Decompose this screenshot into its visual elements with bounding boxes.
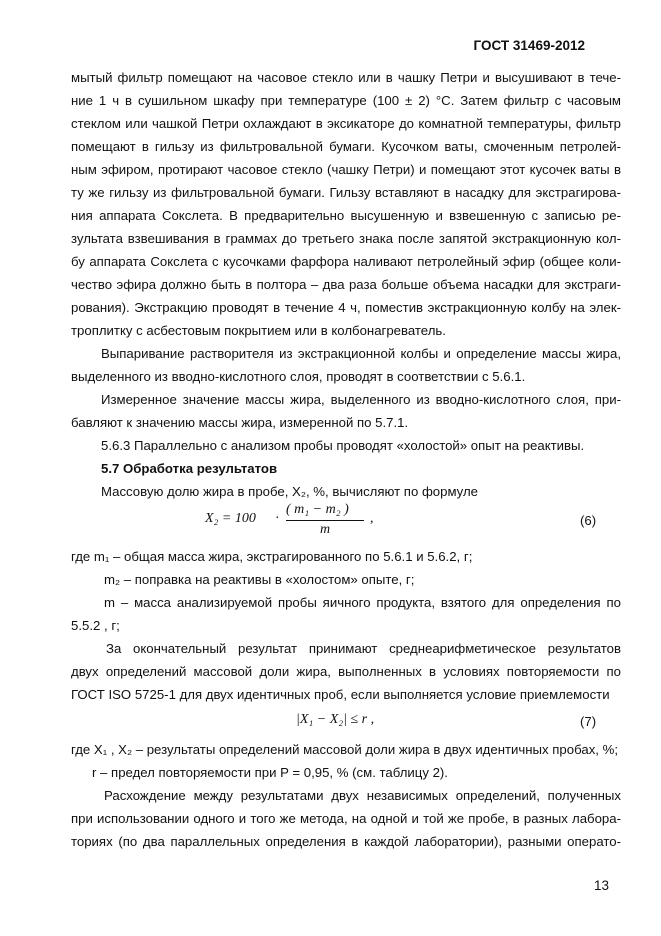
formula-6-trail: , [370, 511, 374, 526]
paragraph-line: ту же гильзу из фильтровальной бумаги. Гильзу вставляют в насадку для экстрагирова- [71, 185, 621, 200]
paragraph-line: ным эфиром, протирают часовое стекло (чашку Петри) и помещают этот кусочек ваты в [71, 162, 621, 177]
paragraph-line: чество эфира должно быть в полтора – два раза больше объема насадки для экстраги- [71, 277, 621, 292]
paragraph-line: Массовую долю жира в пробе, X₂, %, вычисляют по формуле [101, 484, 479, 499]
paragraph-line: ние 1 ч в сушильном шкафу при температуре (100 ± 2) °С. Затем фильтр с часовым [71, 93, 621, 108]
paragraph-line: помещают в гильзу из фильтровальной бумаги. Кусочком ваты, смоченным петролей- [71, 139, 621, 154]
section-heading: 5.7 Обработка результатов [101, 461, 278, 476]
paragraph-line: зультата взвешивания в граммах до третьего знака после запятой экстракционную кол- [71, 231, 621, 246]
formula-6-numerator: ( m₁ − m₂ ) [286, 502, 349, 517]
paragraph-line: выделенного из вводно-кислотного слоя, проводят в соответствии с 5.6.1. [71, 369, 526, 384]
paragraph-line: где m₁ – общая масса жира, экстрагированного по 5.6.1 и 5.6.2, г; [71, 549, 473, 564]
document-header: ГОСТ 31469-2012 [473, 38, 585, 53]
paragraph-line: ториях (по два параллельных определения в каждой лаборатории), разными операто- [71, 834, 621, 849]
paragraph-line: 5.5.2 , г; [71, 618, 120, 633]
paragraph-line: 5.6.3 Параллельно с анализом пробы проводят «холостой» опыт на реактивы. [101, 438, 585, 453]
page-number: 13 [593, 878, 609, 893]
paragraph-line: двух определений массовой доли жира, выполненных в условиях повторяемости по [71, 664, 621, 679]
paragraph-line: Выпаривание растворителя из экстракционной колбы и определение массы жира, [101, 346, 621, 361]
paragraph-line: r – предел повторяемости при P = 0,95, % (см. таблицу 2). [92, 765, 448, 780]
paragraph-line: m – масса анализируемой пробы яичного продукта, взятого для определения по [104, 595, 621, 610]
formula-6-left: X₂ = 100 [205, 511, 256, 526]
paragraph-line: бу аппарата Сокслета с кусочками фарфора наливают петролейный эфир (общее коли- [71, 254, 621, 269]
paragraph-line: где X₁ , X₂ – результаты определений массовой доли жира в двух идентичных пробах, %; [71, 742, 619, 757]
paragraph-line: За окончательный результат принимают среднеарифметическое результатов [106, 641, 621, 656]
paragraph-line: при использовании одного и того же метода, на одной и той же пробе, в разных лабора- [71, 811, 621, 826]
paragraph-line: m₂ – поправка на реактивы в «холостом» опыте, г; [104, 572, 415, 587]
fraction-bar [286, 520, 364, 521]
document-page: ГОСТ 31469-2012 мытый фильтр помещают на часовое стекло или в чашку Петри и высушивают в тече- ние 1 ч в сушильном шкафу при температуре (100 ± 2) °С. Затем фильтр с часовым стеклом или чашкой Петри охлаждают в эксикаторе до комнатной температуры, фильтр помещают в гильзу из фильтровальной бумаги. Кусочком ваты, смоченным петролей- ным эфиром, протирают часовое стекло (чашку Петри) и помещают этот кусочек ваты в ту же гильзу из фильтровальной бумаги. Гильзу вставляют в насадку для экстрагирова- ния аппарата Сокслета. В предварительно высушенную и взвешенную с записью ре- зультата взвешивания в граммах до третьего знака после запятой экстракционную кол- бу аппарата Сокслета с кусочками фарфора наливают петролейный эфир (общее коли- чество эфира должно быть в полтора – два раза больше объема насадки для экстраги- рования). Экстракцию проводят в течение 4 ч, поместив экстракционную колбу на элек- троплитку с асбестовым покрытием или в колбонагреватель. Выпаривание растворителя из экстракционной колбы и определение массы жира, выделенного из вводно-кислотного слоя, проводят в соответствии с 5.6.1. Измеренное значение массы жира, выделенного из вводно-кислотного слоя, при- бавляют к значению массы жира, измеренной по 5.7.1. 5.6.3 Параллельно с анализом пробы проводят «холостой» опыт на реактивы. 5.7 Обработка результатов Массовую долю жира в пробе, X₂, %, вычисляют по формуле X₂ = 100 · ( m₁ − m₂ ) m , (6) где m₁ – общая масса жира, экстрагированного по 5.6.1 и 5.6.2, г; m₂ – поправка на реактивы в «холостом» опыте, г; m – масса анализируемой пробы яичного продукта, взятого для определения по 5.5.2 , г; За окончательный результат принимают среднеарифметическое результатов двух определений массовой доли жира, выполненных в условиях повторяемости по ГОСТ ISO 5725-1 для двух идентичных проб, если выполняется условие приемлемости |X₁ − X₂| ≤ r , (7) где X₁ , X₂ – результаты определений массовой доли жира в двух идентичных пробах, %; r – предел повторяемости при P = 0,95, % (см. таблицу 2). Расхождение между результатами двух независимых определений, полученных при использовании одного и того же метода, на одной и той же пробе, в разных лабора- ториях (по два параллельных определения в каждой лаборатории), разными операто- 13 [0, 0, 661, 936]
equation-number-7: (7) [580, 714, 597, 729]
paragraph-line: стеклом или чашкой Петри охлаждают в эксикаторе до комнатной температуры, фильтр [71, 116, 621, 131]
paragraph-line: Расхождение между результатами двух независимых определений, полученных [104, 788, 621, 803]
formula-6-denominator: m [320, 522, 331, 537]
formula-7: |X₁ − X₂| ≤ r , [296, 712, 375, 727]
paragraph-line: рования). Экстракцию проводят в течение 4 ч, поместив экстракционную колбу на элек- [71, 300, 621, 315]
paragraph-line: троплитку с асбестовым покрытием или в колбонагреватель. [71, 323, 446, 338]
equation-number-6: (6) [580, 513, 597, 528]
paragraph-line: бавляют к значению массы жира, измеренной по 5.7.1. [71, 415, 409, 430]
paragraph-line: ГОСТ ISO 5725-1 для двух идентичных проб, если выполняется условие приемлемости [71, 687, 610, 702]
paragraph-line: ния аппарата Сокслета. В предварительно высушенную и взвешенную с записью ре- [71, 208, 621, 223]
paragraph-line: мытый фильтр помещают на часовое стекло или в чашку Петри и высушивают в тече- [71, 70, 621, 85]
paragraph-line: Измеренное значение массы жира, выделенного из вводно-кислотного слоя, при- [101, 392, 621, 407]
